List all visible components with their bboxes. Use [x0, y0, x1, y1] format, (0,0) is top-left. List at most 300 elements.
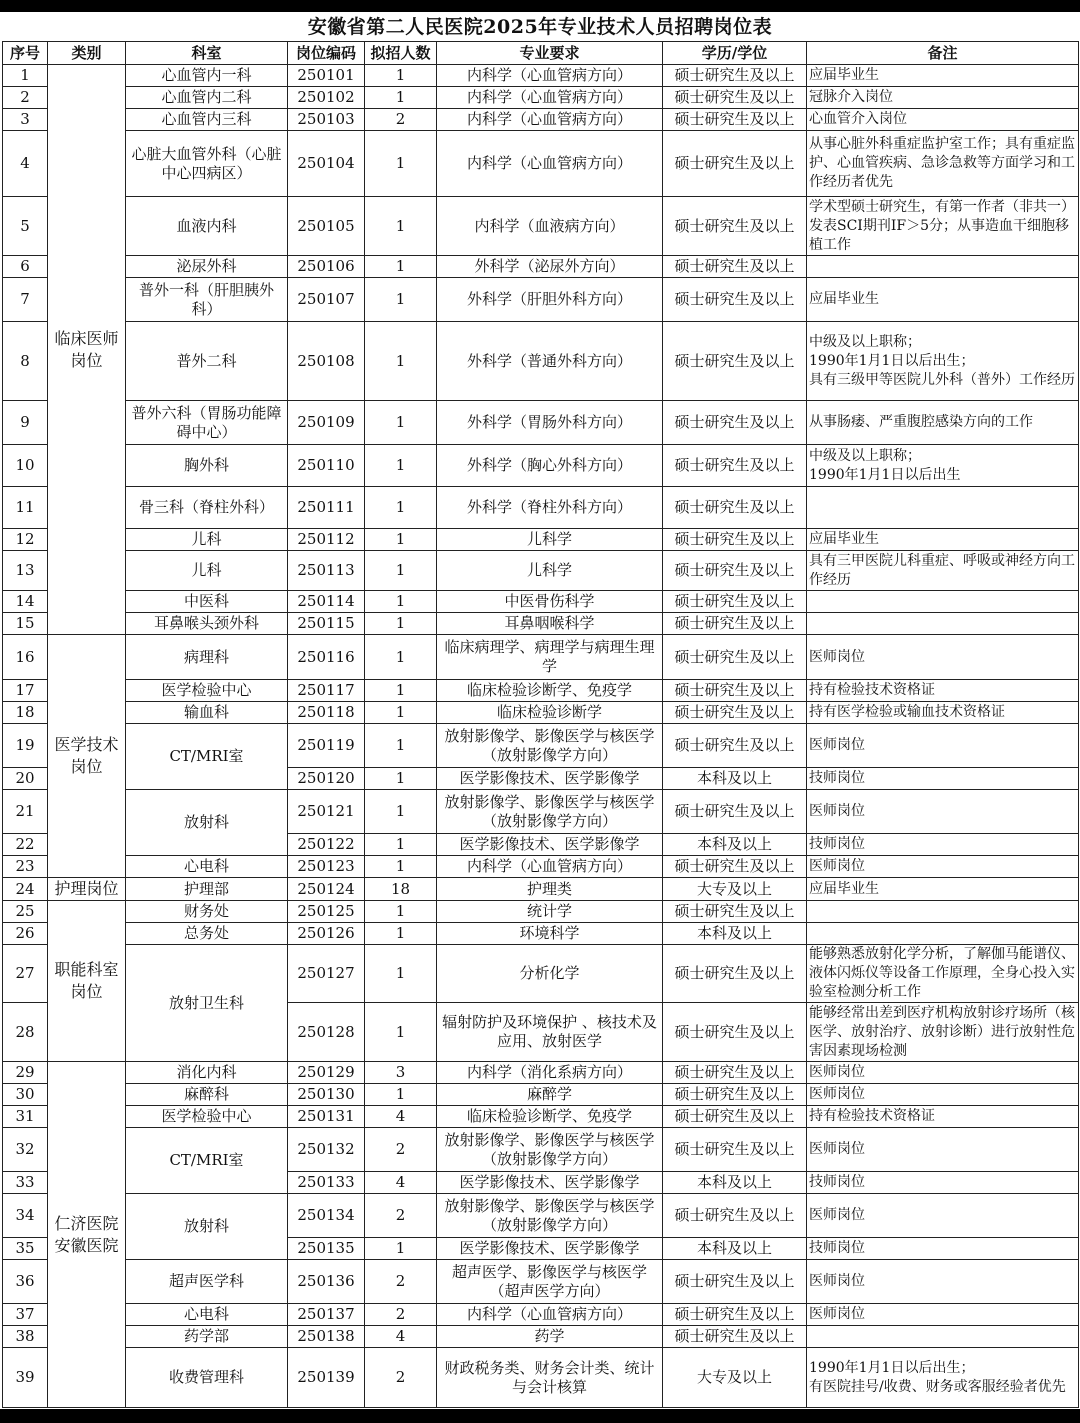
cell-edu: 硕士研究生及以上 — [663, 1304, 807, 1326]
cell-category: 护理岗位 — [48, 878, 126, 901]
cell-no: 38 — [3, 1326, 48, 1348]
cell-edu: 硕士研究生及以上 — [663, 591, 807, 613]
cell-major: 内科学（血液病方向） — [437, 197, 663, 256]
cell-note: 技师岗位 — [807, 768, 1079, 790]
cell-note — [807, 256, 1079, 278]
cell-edu: 大专及以上 — [663, 878, 807, 901]
cell-note: 从事心脏外科重症监护室工作；具有重症监护、心血管疾病、急诊急救等方面学习和工作经历者优先 — [807, 131, 1079, 197]
cell-no: 29 — [3, 1062, 48, 1084]
cell-no: 25 — [3, 901, 48, 923]
table-row — [3, 278, 1079, 322]
cell-code: 250104 — [288, 131, 365, 197]
cell-edu: 硕士研究生及以上 — [663, 1260, 807, 1304]
cell-dept: 总务处 — [126, 923, 288, 945]
cell-no: 6 — [3, 256, 48, 278]
cell-note: 医师岗位 — [807, 856, 1079, 878]
cell-dept: 胸外科 — [126, 445, 288, 487]
cell-note — [807, 487, 1079, 529]
cell-edu: 硕士研究生及以上 — [663, 87, 807, 109]
cell-major: 外科学（普通外科方向） — [437, 322, 663, 401]
cell-no: 27 — [3, 945, 48, 1003]
cell-major: 内科学（心血管病方向） — [437, 1304, 663, 1326]
cell-major: 内科学（消化系病方向） — [437, 1062, 663, 1084]
cell-major: 外科学（肝胆外科方向） — [437, 278, 663, 322]
cell-note: 医师岗位 — [807, 1128, 1079, 1172]
cell-no: 1 — [3, 65, 48, 87]
table-row — [3, 87, 1079, 109]
cell-edu: 硕士研究生及以上 — [663, 256, 807, 278]
cell-num: 1 — [365, 901, 437, 923]
cell-code: 250118 — [288, 702, 365, 724]
cell-dept: 心血管内三科 — [126, 109, 288, 131]
cell-num: 3 — [365, 1062, 437, 1084]
table-row — [3, 945, 1079, 1003]
cell-no: 28 — [3, 1003, 48, 1062]
cell-major: 环境科学 — [437, 923, 663, 945]
cell-code: 250119 — [288, 724, 365, 768]
cell-num: 1 — [365, 131, 437, 197]
cell-major: 医学影像技术、医学影像学 — [437, 1172, 663, 1194]
cell-edu: 硕士研究生及以上 — [663, 901, 807, 923]
cell-edu: 硕士研究生及以上 — [663, 65, 807, 87]
cell-no: 31 — [3, 1106, 48, 1128]
table-row — [3, 529, 1079, 551]
cell-note: 医师岗位 — [807, 790, 1079, 834]
cell-num: 4 — [365, 1172, 437, 1194]
cell-code: 250110 — [288, 445, 365, 487]
cell-dept: 儿科 — [126, 529, 288, 551]
cell-num: 1 — [365, 702, 437, 724]
cell-edu: 硕士研究生及以上 — [663, 109, 807, 131]
cell-no: 2 — [3, 87, 48, 109]
table-row — [3, 1260, 1079, 1304]
cell-dept: 血液内科 — [126, 197, 288, 256]
table-row — [3, 613, 1079, 635]
cell-note: 具有三甲医院儿科重症、呼吸或神经方向工作经历 — [807, 551, 1079, 591]
document-sheet — [0, 12, 1080, 1409]
cell-major: 放射影像学、影像医学与核医学（放射影像学方向） — [437, 1128, 663, 1172]
cell-note: 应届毕业生 — [807, 878, 1079, 901]
table-row — [3, 445, 1079, 487]
cell-category: 医学技术岗位 — [48, 635, 126, 878]
cell-dept: 消化内科 — [126, 1062, 288, 1084]
table-row — [3, 65, 1079, 87]
cell-dept: 放射科 — [126, 1194, 288, 1260]
cell-major: 内科学（心血管病方向） — [437, 109, 663, 131]
cell-major: 放射影像学、影像医学与核医学（放射影像学方向） — [437, 790, 663, 834]
cell-code: 250112 — [288, 529, 365, 551]
cell-code: 250136 — [288, 1260, 365, 1304]
cell-num: 2 — [365, 1304, 437, 1326]
header-category: 类别 — [48, 42, 126, 65]
cell-edu: 硕士研究生及以上 — [663, 1003, 807, 1062]
cell-note: 中级及以上职称； 1990年1月1日以后出生 — [807, 445, 1079, 487]
cell-dept: 心电科 — [126, 856, 288, 878]
table-row — [3, 1062, 1079, 1084]
cell-num: 18 — [365, 878, 437, 901]
cell-code: 250126 — [288, 923, 365, 945]
cell-edu: 硕士研究生及以上 — [663, 702, 807, 724]
page-title: 安徽省第二人民医院2025年专业技术人员招聘岗位表 — [307, 16, 773, 38]
cell-num: 1 — [365, 1238, 437, 1260]
cell-dept: 医学检验中心 — [126, 680, 288, 702]
cell-dept: 心血管内一科 — [126, 65, 288, 87]
cell-note: 医师岗位 — [807, 635, 1079, 680]
cell-edu: 硕士研究生及以上 — [663, 724, 807, 768]
cell-category: 仁济医院安徽医院 — [48, 1062, 126, 1408]
cell-code: 250124 — [288, 878, 365, 901]
cell-no: 30 — [3, 1084, 48, 1106]
cell-major: 分析化学 — [437, 945, 663, 1003]
cell-num: 2 — [365, 1348, 437, 1408]
cell-code: 250127 — [288, 945, 365, 1003]
cell-major: 临床检验诊断学、免疫学 — [437, 1106, 663, 1128]
cell-no: 16 — [3, 635, 48, 680]
table-row — [3, 1348, 1079, 1408]
recruitment-table — [2, 41, 1079, 1408]
table-row — [3, 1106, 1079, 1128]
cell-num: 1 — [365, 1003, 437, 1062]
cell-major: 儿科学 — [437, 551, 663, 591]
cell-num: 1 — [365, 856, 437, 878]
cell-note: 中级及以上职称； 1990年1月1日以后出生； 具有三级甲等医院儿外科（普外）工作经历 — [807, 322, 1079, 401]
cell-code: 250139 — [288, 1348, 365, 1408]
cell-dept: 病理科 — [126, 635, 288, 680]
cell-num: 2 — [365, 1260, 437, 1304]
cell-edu: 本科及以上 — [663, 834, 807, 856]
cell-no: 17 — [3, 680, 48, 702]
cell-edu: 硕士研究生及以上 — [663, 613, 807, 635]
cell-no: 10 — [3, 445, 48, 487]
cell-major: 儿科学 — [437, 529, 663, 551]
cell-code: 250137 — [288, 1304, 365, 1326]
cell-code: 250107 — [288, 278, 365, 322]
cell-edu: 本科及以上 — [663, 923, 807, 945]
cell-major: 内科学（心血管病方向） — [437, 131, 663, 197]
cell-no: 7 — [3, 278, 48, 322]
table-row — [3, 901, 1079, 923]
cell-num: 1 — [365, 256, 437, 278]
cell-note: 医师岗位 — [807, 1304, 1079, 1326]
cell-num: 1 — [365, 635, 437, 680]
cell-code: 250123 — [288, 856, 365, 878]
cell-no: 39 — [3, 1348, 48, 1408]
cell-num: 1 — [365, 87, 437, 109]
cell-code: 250102 — [288, 87, 365, 109]
table-row — [3, 1326, 1079, 1348]
cell-no: 37 — [3, 1304, 48, 1326]
cell-edu: 本科及以上 — [663, 1172, 807, 1194]
cell-dept: 麻醉科 — [126, 1084, 288, 1106]
cell-code: 250117 — [288, 680, 365, 702]
cell-code: 250111 — [288, 487, 365, 529]
table-row — [3, 487, 1079, 529]
cell-major: 药学 — [437, 1326, 663, 1348]
table-row — [3, 790, 1079, 834]
cell-dept: 输血科 — [126, 702, 288, 724]
table-row — [3, 1084, 1079, 1106]
cell-no: 12 — [3, 529, 48, 551]
table-row — [3, 1194, 1079, 1238]
table-row — [3, 635, 1079, 680]
cell-code: 250132 — [288, 1128, 365, 1172]
cell-num: 2 — [365, 1194, 437, 1238]
cell-note — [807, 1326, 1079, 1348]
cell-no: 34 — [3, 1194, 48, 1238]
cell-no: 5 — [3, 197, 48, 256]
cell-no: 20 — [3, 768, 48, 790]
cell-note: 医师岗位 — [807, 1194, 1079, 1238]
cell-major: 统计学 — [437, 901, 663, 923]
cell-edu: 硕士研究生及以上 — [663, 1128, 807, 1172]
cell-dept: 医学检验中心 — [126, 1106, 288, 1128]
cell-code: 250105 — [288, 197, 365, 256]
cell-major: 中医骨伤科学 — [437, 591, 663, 613]
cell-code: 250135 — [288, 1238, 365, 1260]
cell-no: 18 — [3, 702, 48, 724]
header-code: 岗位编码 — [288, 42, 365, 65]
cell-edu: 大专及以上 — [663, 1348, 807, 1408]
cell-num: 1 — [365, 401, 437, 445]
cell-no: 21 — [3, 790, 48, 834]
cell-dept: 心电科 — [126, 1304, 288, 1326]
cell-num: 1 — [365, 768, 437, 790]
table-row — [3, 401, 1079, 445]
cell-num: 1 — [365, 680, 437, 702]
cell-note: 持有医学检验或输血技术资格证 — [807, 702, 1079, 724]
cell-no: 11 — [3, 487, 48, 529]
cell-note: 技师岗位 — [807, 834, 1079, 856]
cell-edu: 硕士研究生及以上 — [663, 551, 807, 591]
table-row — [3, 680, 1079, 702]
cell-dept: CT/MRI室 — [126, 1128, 288, 1194]
cell-code: 250115 — [288, 613, 365, 635]
cell-note: 技师岗位 — [807, 1172, 1079, 1194]
cell-num: 1 — [365, 197, 437, 256]
cell-code: 250108 — [288, 322, 365, 401]
cell-code: 250109 — [288, 401, 365, 445]
cell-major: 医学影像技术、医学影像学 — [437, 1238, 663, 1260]
cell-major: 外科学（胸心外科方向） — [437, 445, 663, 487]
cell-no: 23 — [3, 856, 48, 878]
cell-num: 1 — [365, 1084, 437, 1106]
cell-no: 3 — [3, 109, 48, 131]
cell-code: 250103 — [288, 109, 365, 131]
header-major: 专业要求 — [437, 42, 663, 65]
cell-edu: 硕士研究生及以上 — [663, 790, 807, 834]
cell-dept: 护理部 — [126, 878, 288, 901]
cell-num: 1 — [365, 487, 437, 529]
cell-num: 1 — [365, 923, 437, 945]
cell-edu: 硕士研究生及以上 — [663, 1106, 807, 1128]
cell-dept: 普外六科（胃肠功能障碍中心） — [126, 401, 288, 445]
cell-no: 26 — [3, 923, 48, 945]
table-row — [3, 551, 1079, 591]
header-num: 拟招人数 — [365, 42, 437, 65]
cell-major: 外科学（脊柱外科方向） — [437, 487, 663, 529]
table-row — [3, 256, 1079, 278]
table-row — [3, 131, 1079, 197]
cell-major: 超声医学、影像医学与核医学（超声医学方向） — [437, 1260, 663, 1304]
header-note: 备注 — [807, 42, 1079, 65]
cell-edu: 硕士研究生及以上 — [663, 856, 807, 878]
cell-major: 放射影像学、影像医学与核医学（放射影像学方向） — [437, 724, 663, 768]
cell-note: 应届毕业生 — [807, 65, 1079, 87]
cell-num: 1 — [365, 613, 437, 635]
table-row — [3, 702, 1079, 724]
cell-no: 13 — [3, 551, 48, 591]
cell-no: 15 — [3, 613, 48, 635]
cell-dept: 骨三科（脊柱外科） — [126, 487, 288, 529]
cell-major: 临床病理学、病理学与病理生理学 — [437, 635, 663, 680]
cell-major: 财政税务类、财务会计类、统计与会计核算 — [437, 1348, 663, 1408]
table-row — [3, 724, 1079, 768]
cell-no: 9 — [3, 401, 48, 445]
cell-note — [807, 901, 1079, 923]
header-dept: 科室 — [126, 42, 288, 65]
cell-code: 250116 — [288, 635, 365, 680]
cell-dept: 财务处 — [126, 901, 288, 923]
cell-edu: 硕士研究生及以上 — [663, 487, 807, 529]
cell-major: 护理类 — [437, 878, 663, 901]
cell-code: 250122 — [288, 834, 365, 856]
cell-major: 外科学（泌尿外方向） — [437, 256, 663, 278]
cell-major: 麻醉学 — [437, 1084, 663, 1106]
cell-no: 33 — [3, 1172, 48, 1194]
cell-dept: 中医科 — [126, 591, 288, 613]
cell-num: 1 — [365, 278, 437, 322]
cell-edu: 硕士研究生及以上 — [663, 680, 807, 702]
cell-code: 250106 — [288, 256, 365, 278]
header-no: 序号 — [3, 42, 48, 65]
table-row — [3, 109, 1079, 131]
cell-note: 心血管介入岗位 — [807, 109, 1079, 131]
cell-edu: 硕士研究生及以上 — [663, 401, 807, 445]
cell-note: 应届毕业生 — [807, 529, 1079, 551]
cell-no: 14 — [3, 591, 48, 613]
cell-edu: 硕士研究生及以上 — [663, 1084, 807, 1106]
cell-num: 1 — [365, 445, 437, 487]
table-row — [3, 923, 1079, 945]
cell-note — [807, 923, 1079, 945]
cell-major: 内科学（心血管病方向） — [437, 65, 663, 87]
cell-major: 临床检验诊断学、免疫学 — [437, 680, 663, 702]
cell-num: 1 — [365, 945, 437, 1003]
cell-category: 职能科室岗位 — [48, 901, 126, 1062]
table-body — [3, 65, 1079, 1408]
table-row — [3, 197, 1079, 256]
cell-code: 250120 — [288, 768, 365, 790]
cell-dept: 心脏大血管外科（心脏中心四病区） — [126, 131, 288, 197]
cell-dept: 耳鼻喉头颈外科 — [126, 613, 288, 635]
cell-num: 2 — [365, 1128, 437, 1172]
cell-no: 24 — [3, 878, 48, 901]
cell-edu: 硕士研究生及以上 — [663, 529, 807, 551]
table-row — [3, 591, 1079, 613]
table-row — [3, 322, 1079, 401]
cell-note: 学术型硕士研究生，有第一作者（非共一）发表SCI期刊IF＞5分；从事造血干细胞移植工作 — [807, 197, 1079, 256]
cell-dept: 普外二科 — [126, 322, 288, 401]
recruitment-table-wrap — [2, 41, 1078, 1408]
cell-dept: 儿科 — [126, 551, 288, 591]
cell-edu: 硕士研究生及以上 — [663, 945, 807, 1003]
cell-edu: 硕士研究生及以上 — [663, 197, 807, 256]
cell-code: 250129 — [288, 1062, 365, 1084]
cell-code: 250128 — [288, 1003, 365, 1062]
cell-no: 4 — [3, 131, 48, 197]
cell-code: 250121 — [288, 790, 365, 834]
cell-major: 内科学（心血管病方向） — [437, 87, 663, 109]
cell-note: 能够熟悉放射化学分析，了解伽马能谱仪、液体闪烁仪等设备工作原理，全身心投入实验室检测分析工作 — [807, 945, 1079, 1003]
cell-num: 2 — [365, 109, 437, 131]
cell-dept: 放射科 — [126, 790, 288, 856]
table-row — [3, 856, 1079, 878]
cell-major: 放射影像学、影像医学与核医学（放射影像学方向） — [437, 1194, 663, 1238]
cell-major: 医学影像技术、医学影像学 — [437, 834, 663, 856]
cell-code: 250133 — [288, 1172, 365, 1194]
cell-edu: 硕士研究生及以上 — [663, 131, 807, 197]
cell-num: 1 — [365, 724, 437, 768]
cell-note: 1990年1月1日以后出生； 有医院挂号/收费、财务或客服经验者优先 — [807, 1348, 1079, 1408]
table-header-row — [3, 42, 1079, 65]
cell-edu: 硕士研究生及以上 — [663, 635, 807, 680]
cell-note — [807, 591, 1079, 613]
cell-dept: 普外一科（肝胆胰外科） — [126, 278, 288, 322]
cell-note: 医师岗位 — [807, 1260, 1079, 1304]
table-row — [3, 878, 1079, 901]
cell-no: 35 — [3, 1238, 48, 1260]
cell-note: 持有检验技术资格证 — [807, 1106, 1079, 1128]
cell-no: 22 — [3, 834, 48, 856]
cell-note: 能够经常出差到医疗机构放射诊疗场所（核医学、放射治疗、放射诊断）进行放射性危害因素现场检测 — [807, 1003, 1079, 1062]
cell-num: 1 — [365, 551, 437, 591]
cell-note: 从事肠痿、严重腹腔感染方向的工作 — [807, 401, 1079, 445]
cell-dept: 收费管理科 — [126, 1348, 288, 1408]
cell-code: 250130 — [288, 1084, 365, 1106]
cell-num: 4 — [365, 1106, 437, 1128]
cell-code: 250138 — [288, 1326, 365, 1348]
cell-edu: 硕士研究生及以上 — [663, 1194, 807, 1238]
cell-num: 1 — [365, 529, 437, 551]
cell-major: 临床检验诊断学 — [437, 702, 663, 724]
cell-num: 1 — [365, 65, 437, 87]
cell-num: 1 — [365, 790, 437, 834]
cell-num: 1 — [365, 322, 437, 401]
cell-num: 1 — [365, 834, 437, 856]
cell-dept: 药学部 — [126, 1326, 288, 1348]
cell-num: 4 — [365, 1326, 437, 1348]
cell-dept: 心血管内二科 — [126, 87, 288, 109]
cell-no: 32 — [3, 1128, 48, 1172]
cell-major: 辐射防护及环境保护 、核技术及应用、放射医学 — [437, 1003, 663, 1062]
cell-note: 技师岗位 — [807, 1238, 1079, 1260]
cell-note: 医师岗位 — [807, 724, 1079, 768]
cell-no: 36 — [3, 1260, 48, 1304]
cell-code: 250125 — [288, 901, 365, 923]
cell-edu: 本科及以上 — [663, 768, 807, 790]
cell-code: 250113 — [288, 551, 365, 591]
cell-major: 医学影像技术、医学影像学 — [437, 768, 663, 790]
table-row — [3, 1304, 1079, 1326]
cell-edu: 硕士研究生及以上 — [663, 1326, 807, 1348]
cell-no: 8 — [3, 322, 48, 401]
cell-note: 医师岗位 — [807, 1084, 1079, 1106]
cell-major: 内科学（心血管病方向） — [437, 856, 663, 878]
cell-num: 1 — [365, 591, 437, 613]
cell-note: 冠脉介入岗位 — [807, 87, 1079, 109]
header-edu: 学历/学位 — [663, 42, 807, 65]
cell-dept: 放射卫生科 — [126, 945, 288, 1062]
